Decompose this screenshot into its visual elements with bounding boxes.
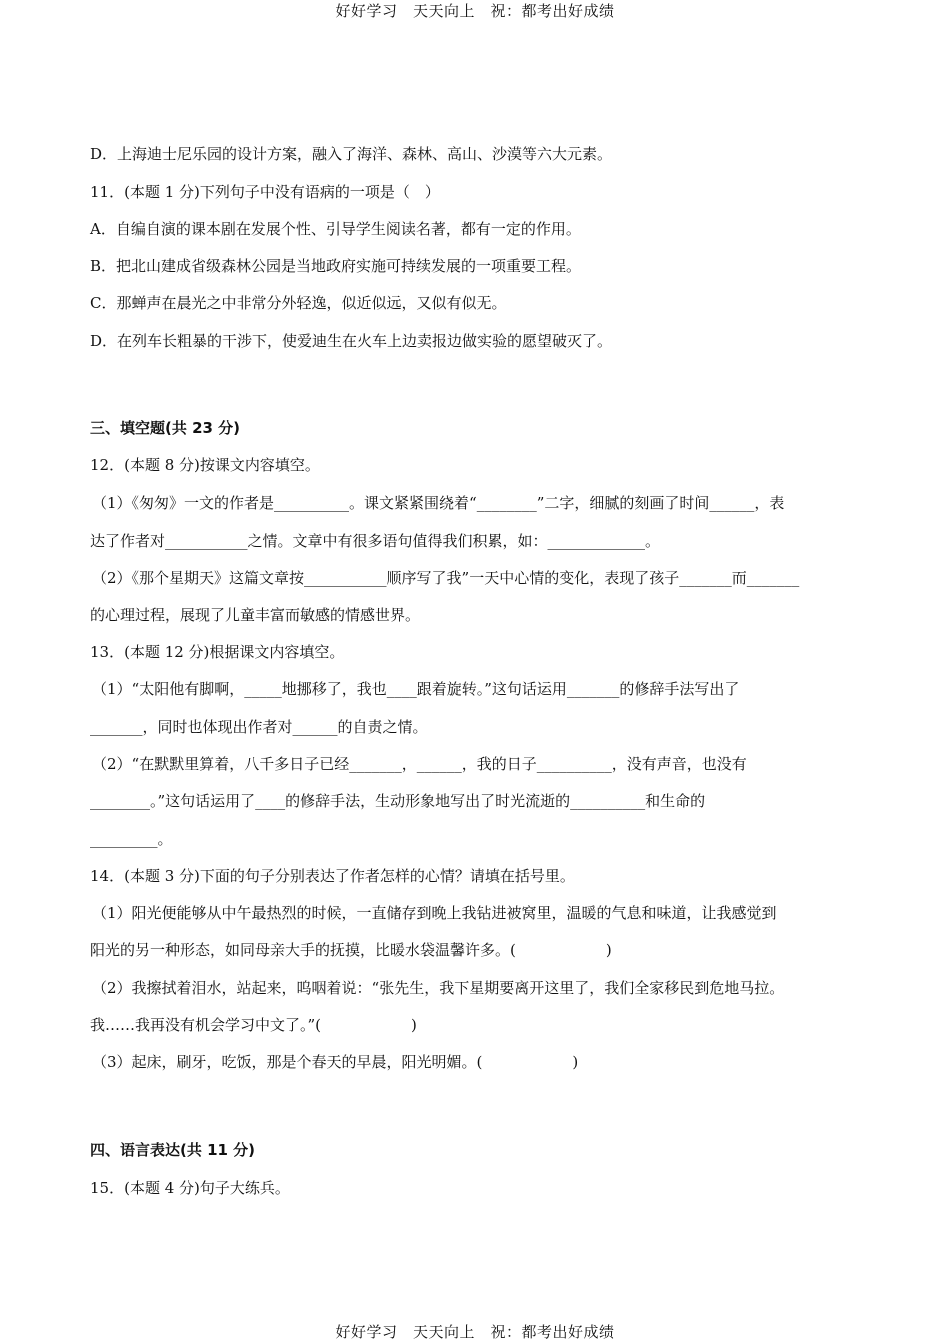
- question-13: 13．(本题 12 分)根据课文内容填空。: [90, 643, 345, 661]
- question-14-part-2: （2）我擦拭着泪水，站起来，呜咽着说：“张先生，我下星期要离开这里了，我们全家移民到危地马拉。: [92, 979, 785, 997]
- question-13-part-2: （2）“在默默里算着，八千多日子已经_______，______，我的日子__________，没有声音，也没有: [92, 755, 747, 773]
- question-14-part-2-cont: 我……我再没有机会学习中文了。”( ): [90, 1016, 417, 1034]
- option-10d: D．上海迪士尼乐园的设计方案，融入了海洋、森林、高山、沙漠等六大元素。: [90, 145, 613, 163]
- question-15: 15．(本题 4 分)句子大练兵。: [90, 1179, 290, 1197]
- question-12: 12．(本题 8 分)按课文内容填空。: [90, 456, 320, 474]
- page-footer: 好好学习 天天向上 祝：都考出好成绩: [335, 1323, 615, 1341]
- option-11c: C．那蝉声在晨光之中非常分外轻逸，似近似远，又似有似无。: [90, 294, 507, 312]
- option-11a: A．自编自演的课本剧在发展个性、引导学生阅读名著，都有一定的作用。: [90, 220, 581, 238]
- section-4-heading: 四、语言表达(共 11 分): [90, 1141, 256, 1159]
- question-12-part-1-cont: 达了作者对___________之情。文章中有很多语句值得我们积累，如：_____________。: [90, 532, 661, 550]
- question-12-part-2-cont: 的心理过程，展现了儿童丰富而敏感的情感世界。: [90, 606, 421, 624]
- question-14-part-1-cont: 阳光的另一种形态，如同母亲大手的抚摸，比暖水袋温馨许多。( ): [90, 941, 612, 959]
- option-11d: D．在列车长粗暴的干涉下，使爱迪生在火车上边卖报边做实验的愿望破灭了。: [90, 332, 613, 350]
- question-12-part-2: （2）《那个星期天》这篇文章按___________顺序写了我”一天中心情的变化，表现了孩子_______而_______: [92, 569, 800, 587]
- question-13-part-1-cont: _______，同时也体现出作者对______的自责之情。: [90, 718, 428, 736]
- question-14-part-3: （3）起床，刷牙，吃饭，那是个春天的早晨，阳光明媚。( ): [92, 1053, 579, 1071]
- page-header: 好好学习 天天向上 祝：都考出好成绩: [335, 2, 615, 20]
- question-12-part-1: （1）《匆匆》一文的作者是__________。课文紧紧围绕着“________”二字，细腻的刻画了时间______，表: [92, 494, 785, 512]
- question-14: 14．(本题 3 分)下面的句子分别表达了作者怎样的心情？请填在括号里。: [90, 867, 575, 885]
- option-11b: B．把北山建成省级森林公园是当地政府实施可持续发展的一项重要工程。: [90, 257, 582, 275]
- question-13-part-2-cont: ________。”这句话运用了____的修辞手法，生动形象地写出了时光流逝的__________和生命的: [90, 792, 706, 810]
- question-13-part-1: （1）“太阳他有脚啊，_____地挪移了，我也____跟着旋转。”这句话运用_______的修辞手法写出了: [92, 680, 740, 698]
- question-13-part-2-end: _________。: [90, 830, 173, 848]
- section-3-heading: 三、填空题(共 23 分): [90, 419, 241, 437]
- question-11: 11．(本题 1 分)下列句子中没有语病的一项是（ ）: [90, 183, 440, 201]
- question-14-part-1: （1）阳光便能够从中午最热烈的时候，一直储存到晚上我钻进被窝里，温暖的气息和味道，让我感觉到: [92, 904, 777, 922]
